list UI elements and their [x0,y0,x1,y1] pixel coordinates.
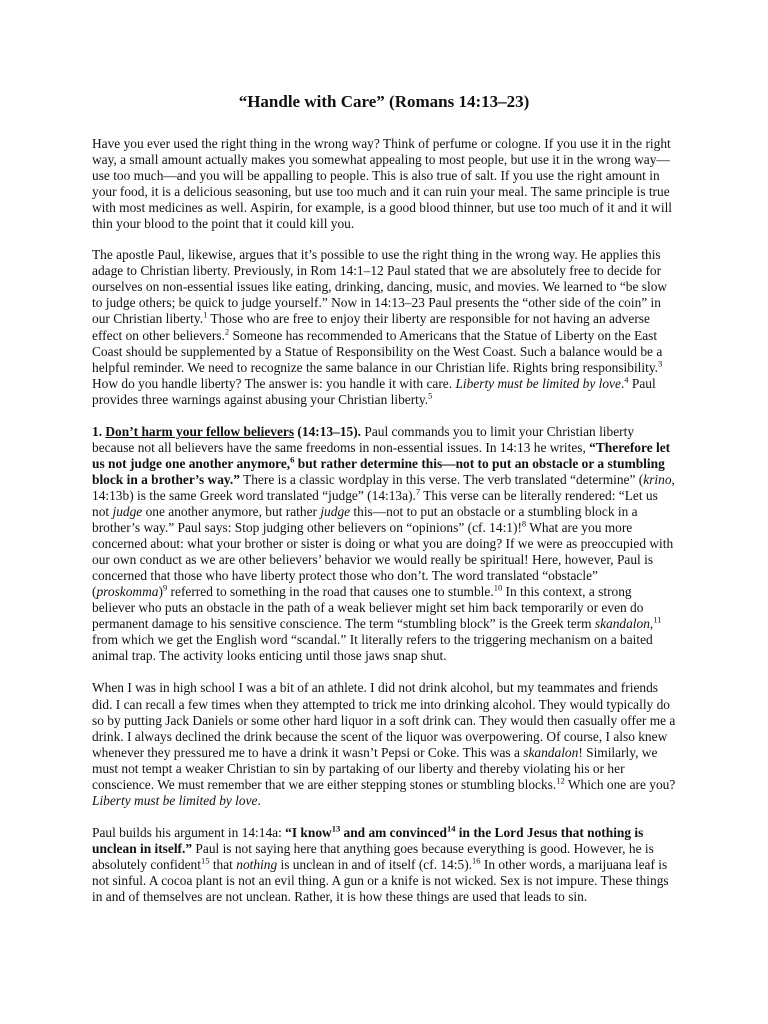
italic-text: Liberty must be limited by love [92,792,258,808]
text-run: that [209,856,237,872]
footnote-marker: 10 [493,582,503,593]
italic-text: proskomma [96,584,159,600]
text-run: Which one are you? [564,776,676,792]
section-heading: Don’t harm your fellow believers [105,423,295,439]
text-run: referred to something in the road that causes one to stumble. [167,584,494,600]
page-title: “Handle with Care” (Romans 14:13–23) [238,92,530,111]
text-run: In other words, a marijuana leaf is not sinful. A cocoa plant is not an evil thing. A gun or a knife is not wicked. Sex is not impure. These things in and of themselves are not unclean. Rather, it is how these things are used that leads to sin. [92,856,669,905]
italic-text: skandalon [594,616,650,632]
bold-text: in the Lord Jesus that nothing is unclean in itself.” [92,824,644,856]
bold-text: (14:13–15). [294,423,362,439]
footnote-marker: 2 [224,326,230,337]
text-run: Someone has recommended to Americans that the Statue of Liberty on the East Coast should be supplemented by a Statue of Responsibility on the West Coast. Such a balance would be a helpful reminder. We need to recognize the same balance in our Christian life. Rights bring responsibility. [92,327,663,375]
text-run: is unclean in and of itself (cf. 14:5). [277,856,473,872]
text-run: What are you more concerned about: what your brother or sister is doing or what you are doing? If we were as preoccupied with our own conduct as we are other believers’ behavior we would really be spiritual! Here, however, Paul is concerned that those who have liberty protect those who don’t. The word translated “obstacle” ( [92,520,674,600]
text-run: , 14:13b) is the same Greek word translated “judge” (14:13a). [92,471,675,503]
italic-text: skandalon [523,744,579,760]
footnote-marker: 3 [658,358,663,369]
text-run: Paul is not saying here that anything goes because everything is good. However, he is absolutely confident [92,840,654,872]
text-run: When I was in high school I was a bit of an athlete. I did not drink alcohol, but my teammates and friends did. I can recall a few times when they attempted to trick me into drinking alcohol. They would typically do so by putting Jack Daniels or some other hard liquor in a soft drink can. They would then casually offer me a drink. I always declined the drink because the scent of the liquor was overpowering. Of course, I also knew whenever they pressured me to have a drink it wasn’t Pepsi or Coke. This was a [92,680,676,760]
bold-text: 1. [92,423,106,439]
footnote-marker: 6 [290,454,295,465]
text-run: this—not to put an obstacle or a stumbling block in a brother’s way.” Paul says: Stop judging other believers on “opinions” (cf. 14:1)! [92,503,638,536]
footnote-marker: 16 [472,855,481,866]
text-run: This verse can be literally rendered: “Let us not [92,487,658,519]
footnote-marker: 8 [521,518,527,529]
text-run: ! Similarly, we must not tempt a weaker Christian to sin by partaking of our liberty and thereby violating his or her conscience. We must remember that we are either stepping stones or stumbling blocks. [92,744,658,792]
text-run: . [257,792,261,808]
text-run: The apostle Paul, likewise, argues that it’s possible to use the right thing in the wrong way. He applies this adage to Christian liberty. Previously, in Rom 14:1–12 Paul stated that we are absolutely free to decide for ourselves on non-essential issues like eating, drinking, dancing, music, and movies. We learned to “be slow to judge others; be quick to judge yourself.” Now in 14:13–23 Paul presents the “other side of the coin” in our Christian liberty. [92,247,668,327]
bold-text: and am convinced [340,824,447,840]
text-run: , [649,616,654,632]
paragraph [92,424,676,665]
text-run: from which we get the English word “scandal.” It literally refers to the triggering mechanism on a baited animal trap. The activity looks enticing until those jaws snap shut. [92,632,653,664]
italic-text: Liberty must be limited by love [455,375,621,391]
footnote-marker: 5 [428,390,433,401]
footnote-marker: 1 [203,310,208,320]
footnote-marker: 15 [200,855,210,866]
text-run: one another anymore, but rather [142,503,321,519]
bold-text: but rather determine this—not to put an obstacle or a stumbling block in a brother’s way.” [92,455,665,487]
footnote-marker: 4 [624,374,629,385]
text-run: . [620,375,625,391]
paragraph [92,680,676,808]
footnote-marker: 12 [556,775,565,786]
text-run: There is a classic wordplay in this verse. The verb translated “determine” ( [239,471,644,487]
footnote-marker: 14 [446,823,456,834]
bold-text: “I know [285,824,332,840]
italic-text: judge [320,503,351,519]
text-run: ) [158,584,163,600]
text-run: Paul commands you to limit your Christian liberty because not all believers have the same freedoms in non-essential issues. In 14:13 he writes, [92,423,635,455]
text-run: How do you handle liberty? The answer is: you handle it with care. [92,375,456,391]
footnote-marker: 11 [653,614,662,625]
italic-text: judge [112,503,143,519]
paragraph [92,247,676,407]
text-run: Have you ever used the right thing in the wrong way? Think of perfume or cologne. If you use it in the right way, a small amount actually makes you somewhat appealing to most people, but use it in the wrong way—use too much—and you will be appalling to people. This is also true of salt. If you use the right amount in your food, it is a delicious seasoning, but use too much and it can ruin your meal. The same principle is true with most medicines as well. Aspirin, for example, is a good blood thinner, but use too much of it and it will thin your blood to the point that it could kill you. [92,136,673,232]
bold-text: “Therefore let us not judge one another anymore, [92,439,671,471]
footnote-marker: 7 [415,486,421,497]
italic-text: nothing [236,856,278,872]
text-run: Those who are free to enjoy their liberty are responsible for not having an adverse effect on other believers. [92,311,650,343]
italic-text: krino [643,471,672,487]
text-run: In this context, a strong believer who puts an obstacle in the path of a weak believer might set him back temporarily or even do permanent damage to his sensitive conscience. The term “stumbling block” is the Greek term [92,584,644,632]
text-run: Paul provides three warnings against abusing your Christian liberty. [92,375,656,407]
footnote-marker: 9 [162,582,168,593]
text-run: Paul builds his argument in 14:14a: [92,824,286,840]
paragraph [92,825,676,905]
paragraph [92,136,676,232]
footnote-marker: 13 [331,823,341,834]
